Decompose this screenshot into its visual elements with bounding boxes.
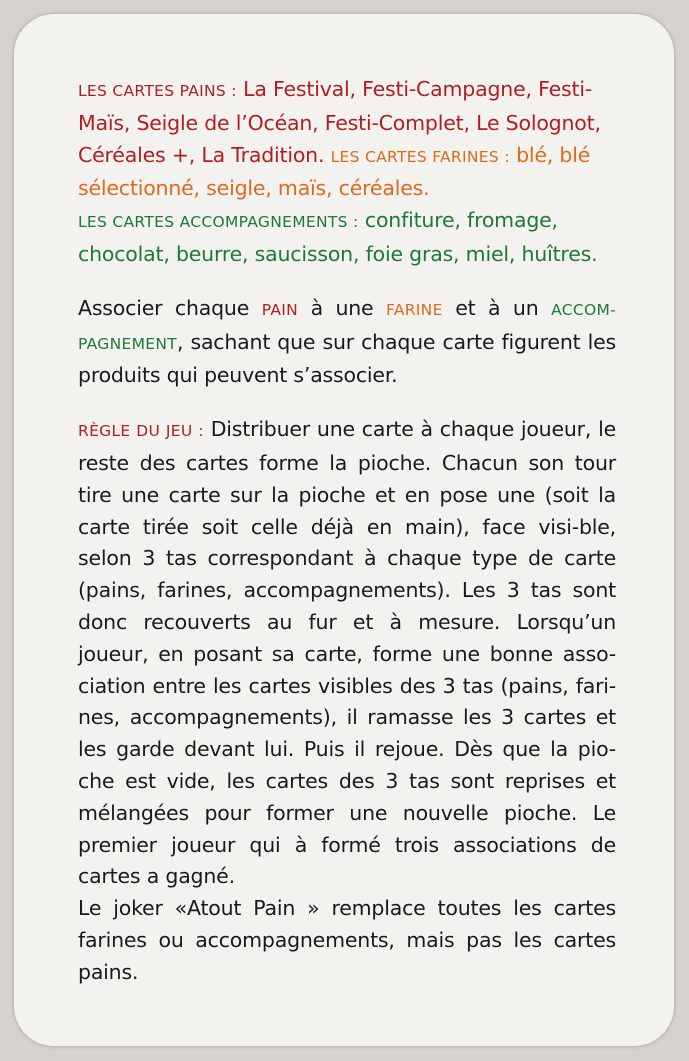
pains-paragraph xyxy=(78,74,616,205)
associer-part3: et à un xyxy=(442,295,552,320)
pains-label: LES CARTES PAINS : xyxy=(78,82,237,100)
joker-paragraph: Le joker «Atout Pain » remplace toutes les cartes farines ou accompagnements, mais pas les cartes pains. xyxy=(78,896,616,984)
associer-paragraph xyxy=(78,293,616,392)
associer-part4: , sachant que sur chaque carte figurent les produits qui peuvent s’associer. xyxy=(78,329,616,388)
farine-keyword: FARINE xyxy=(386,300,443,319)
farines-list: blé, blé sélectionné, seigle, maïs, céréales. xyxy=(78,142,591,201)
farines-label: LES CARTES FARINES : xyxy=(330,147,510,166)
regle-label: RÈGLE DU JEU : xyxy=(78,422,204,441)
associer-part2: à une xyxy=(298,295,387,320)
pains-list: La Festival, Festi-Campagne, Festi-Maïs, Seigle de l’Océan, Festi-Complet, Le Solognot, Céréales +, La Tradition. xyxy=(78,77,601,167)
intro-section xyxy=(78,74,616,271)
accomp-label: LES CARTES ACCOMPAGNEMENTS : xyxy=(78,213,359,232)
associer-part1: Associer chaque xyxy=(78,295,262,320)
accomp-keyword: ACCOM-PAGNEMENT xyxy=(78,300,617,353)
regle-text: Distribuer une carte à chaque joueur, le reste des cartes forme la pioche. Chacun son tour tire une carte sur la pioche et en pose une (soit la carte tirée soit celle déjà en main), face visi-ble, selon 3 tas correspondant à chaque type de carte (pains, farines, accompagnements). Les 3 tas sont donc recouverts au fur et à mesure. Lorsqu’un joueur, en posant sa carte, forme une bonne asso-ciation entre les cartes visibles des 3 tas (pains, fari-nes, accompagnements), il ramasse les 3 cartes et les garde devant lui. Puis il rejoue. Dès que la pio-che est vide, les cartes des 3 tas sont reprises et mélangées pour former une nouvelle pioche. Le premier joueur qui à formé trois associations de cartes a gagné. xyxy=(78,417,616,889)
accompagnements-paragraph xyxy=(78,205,616,271)
regle-section xyxy=(78,414,616,988)
accomp-list: confiture, fromage, chocolat, beurre, saucisson, foie gras, miel, huîtres. xyxy=(78,208,598,266)
pain-keyword: PAIN xyxy=(261,300,299,319)
rules-card xyxy=(14,14,674,1046)
